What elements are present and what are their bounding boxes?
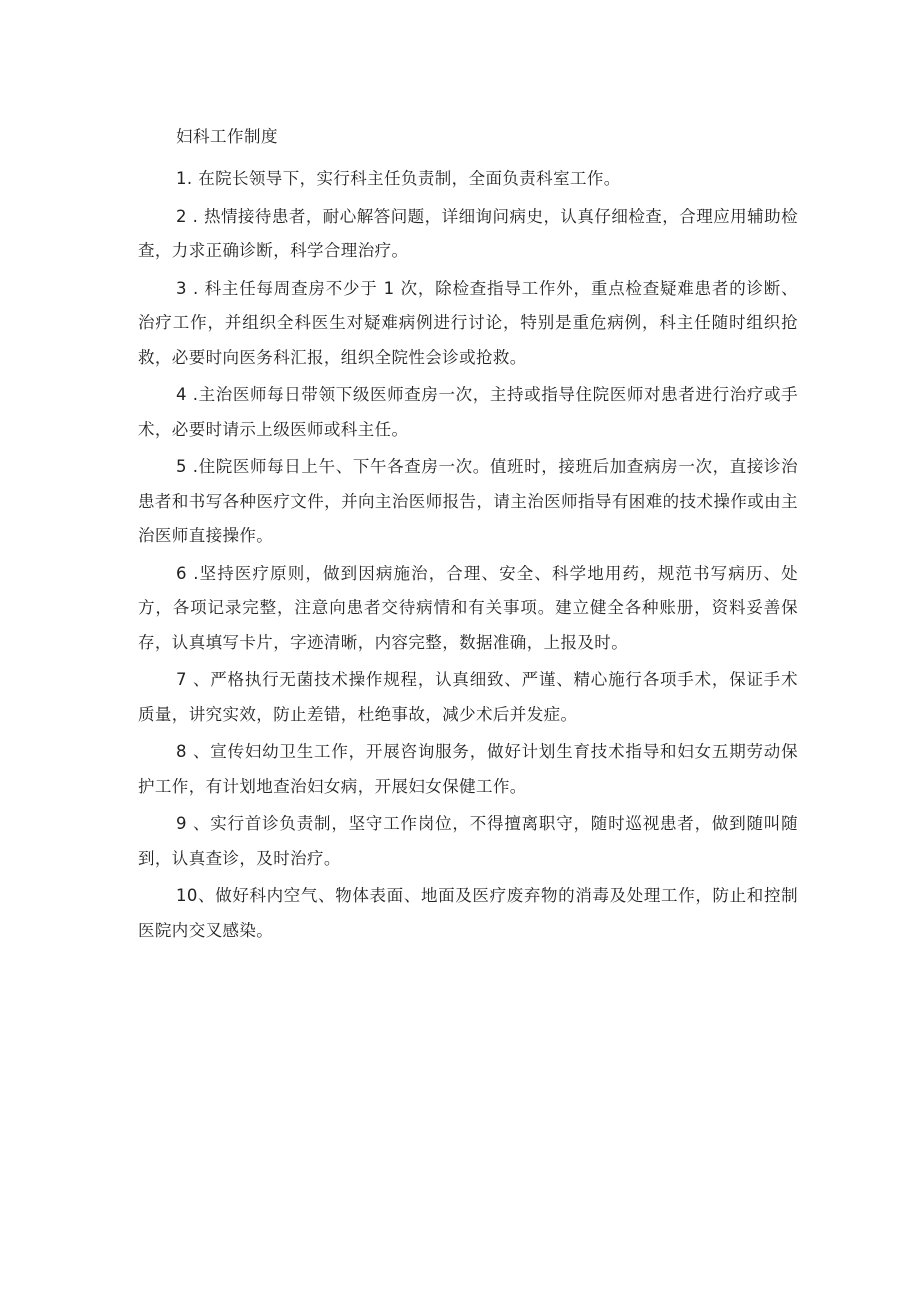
rule-item-3: 3 . 科主任每周查房不少于 1 次，除检查指导工作外，重点检查疑难患者的诊断、治疗工作，并组织全科医生对疑难病例进行讨论，特别是重危病例，科主任随时组织抢救，必要时向医务科汇报，组织全院性会诊或抢救。 (138, 278, 798, 367)
rule-item-5: 5 .住院医师每日上午、下午各查房一次。值班时，接班后加查病房一次，直接诊治患者和书写各种医疗文件，并向主治医师报告，请主治医师指导有困难的技术操作或由主治医师直接操作。 (138, 457, 798, 545)
rule-item-9: 9 、实行首诊负责制，坚守工作岗位，不得擅离职守，随时巡视患者，做到随叫随到，认真查诊，及时治疗。 (138, 814, 798, 868)
rule-item-4: 4 .主治医师每日带领下级医师查房一次，主持或指导住院医师对患者进行治疗或手术，必要时请示上级医师或科主任。 (138, 385, 798, 439)
rule-item-7: 7 、严格执行无菌技术操作规程，认真细致、严谨、精心施行各项手术，保证手术质量，讲究实效，防止差错，杜绝事故，减少术后并发症。 (138, 670, 798, 724)
document-title: 妇科工作制度 (176, 127, 278, 146)
rule-item-6: 6 .坚持医疗原则，做到因病施治，合理、安全、科学地用药，规范书写病历、处方，各项记录完整，注意向患者交待病情和有关事项。建立健全各种账册，资料妥善保存，认真填写卡片，字迹清晰，内容完整，数据准确，上报及时。 (138, 563, 798, 652)
rule-item-2: 2 . 热情接待患者，耐心解答问题，详细询问病史，认真仔细检查，合理应用辅助检查，力求正确诊断，科学合理治疗。 (138, 206, 798, 260)
rule-item-10: 10、做好科内空气、物体表面、地面及医疗废弃物的消毒及处理工作，防止和控制医院内交叉感染。 (138, 886, 798, 940)
rule-item-8: 8 、宣传妇幼卫生工作，开展咨询服务，做好计划生育技术指导和妇女五期劳动保护工作，有计划地查治妇女病，开展妇女保健工作。 (138, 742, 798, 796)
document-page (138, 120, 798, 951)
rule-item-1: 1. 在院长领导下，实行科主任负责制，全面负责科室工作。 (176, 169, 621, 188)
